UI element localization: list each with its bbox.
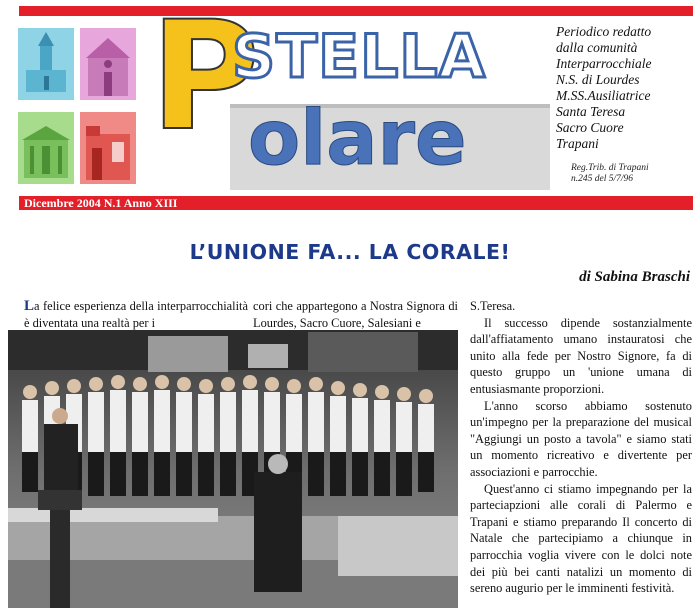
tagline-line: Sacro Cuore: [556, 120, 624, 135]
logo-word-olare: olare: [248, 93, 467, 182]
church-tile-magenta: [80, 28, 136, 100]
article-column-3: [470, 298, 692, 597]
column-3-paragraph: Il successo dipende sostanzialmente dall'affiatamento umano instauratosi che unito alla fede per Nostro Signore, fa di questo gruppo un 'unione umana di entusiasmante proporzioni.: [470, 315, 692, 396]
church-tile-cyan: [18, 28, 74, 100]
church-photo-tiles: [18, 28, 138, 186]
article-headline: L’UNIONE FA... LA CORALE!: [189, 240, 511, 264]
registration-info: [571, 163, 696, 185]
tagline-line: dalla comunità: [556, 40, 638, 55]
article-column-1: [24, 298, 248, 331]
issue-date: Dicembre 2004 N.1 Anno XIII: [24, 196, 178, 210]
masthead-tagline: [556, 24, 696, 152]
column-2-text: cori che appartegono a Nostra Signora di Lourdes, Sacro Cuore, Salesiani e: [253, 299, 458, 330]
choir-photo: [8, 330, 458, 608]
registration-line: n.245 del 5/7/96: [571, 174, 634, 184]
tagline-line: Trapani: [556, 136, 599, 151]
article-byline: di Sabina Braschi: [579, 269, 690, 285]
column-3-paragraph: L'anno scorso abbiamo sostenuto un'impegno per la preparazione del musical "Aggiungi un posto a tavola" e siamo stati un momento ricreativo e divertente per associazioni e parrocchie.: [470, 398, 692, 479]
registration-line: Reg.Trib. di Trapani: [571, 163, 649, 173]
tagline-line: M.SS.Ausiliatrice: [556, 88, 651, 103]
logo-word-stella: STELLA: [232, 22, 487, 92]
tagline-line: Santa Teresa: [556, 104, 626, 119]
tagline-line: Periodico redatto: [556, 24, 652, 39]
church-tile-red: [80, 112, 136, 184]
tagline-line: Interparrocchiale: [556, 56, 652, 71]
top-red-bar: [19, 6, 693, 16]
church-tile-green: [18, 112, 74, 184]
article-column-2: [253, 298, 458, 331]
column-3-paragraph: S.Teresa.: [470, 299, 516, 313]
column-3-paragraph: Quest'anno ci stiamo impegnando per la parteciapzioni alle corali di Palermo e Trapani e stiamo preparando Il concerto di Natale che partecipiamo a chiunque in parrocchia voglia vivere con le dolci note dei più bei canti natalizi un momento di sereno augurio per le imminenti festività.: [470, 481, 692, 596]
column-1-text: a felice esperienza della interparrocchialità è diventata una realtà per i: [24, 299, 248, 330]
logo-letter-p: P: [150, 0, 260, 164]
tagline-line: N.S. di Lourdes: [556, 72, 640, 87]
drop-cap: L: [24, 298, 35, 314]
